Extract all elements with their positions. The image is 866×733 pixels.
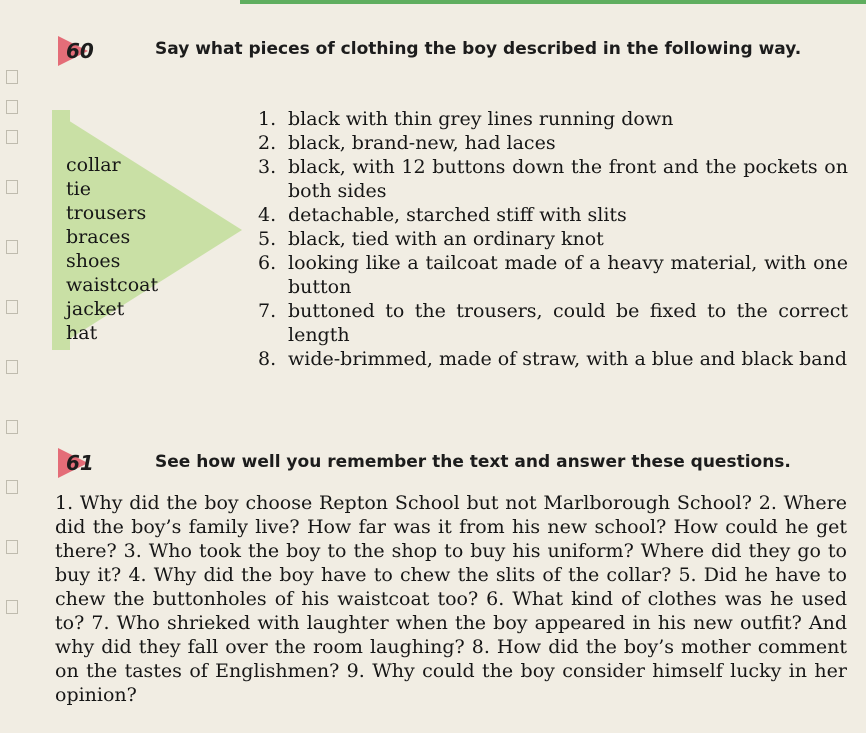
questions-paragraph: 1. Why did the boy choose Repton School but not Marlborough School? 2. Where did the boy’s family live? How far was it from his new school? How could he get there? 3. Who took the boy to the shop to buy his uniform? Where did they go to buy it? 4. Why did the boy have to chew the slits of the collar? 5. Did he have to chew the buttonholes of his waistcoat too? 6. What kind of clothes was he used to? 7. Who shrieked with laughter when the boy appeared in his new outfit? And why did they fall over the room laughing? 8. How did the boy’s mother comment on the tastes of Englishmen? 9. Why could the boy consider himself lucky in her opinion? — [55, 492, 847, 706]
item-text: buttoned to the trousers, could be fixed to the correct length — [288, 300, 848, 346]
clothing-word: trousers — [66, 202, 147, 224]
item-text: black with thin grey lines running down — [288, 108, 674, 130]
description-list — [258, 107, 848, 371]
item-number: 6. — [258, 252, 277, 274]
list-item — [258, 251, 848, 299]
clothing-word: braces — [66, 226, 131, 248]
item-text: black, with 12 buttons down the front and the pockets on both sides — [288, 156, 848, 202]
item-number: 4. — [258, 204, 277, 226]
list-item — [258, 203, 848, 227]
margin-marks — [0, 60, 26, 640]
list-item — [258, 107, 848, 131]
clothing-word: jacket — [66, 298, 125, 320]
exercise-61-instruction: See how well you remember the text and answer these questions. — [155, 452, 791, 472]
item-text: black, tied with an ordinary knot — [288, 228, 604, 250]
item-number: 5. — [258, 228, 277, 250]
list-item — [258, 299, 848, 347]
exercise-60-instruction: Say what pieces of clothing the boy described in the following way. — [155, 39, 802, 59]
item-text: wide-brimmed, made of straw, with a blue and black band — [288, 348, 847, 370]
clothing-word: tie — [66, 178, 91, 200]
exercise-number-badge: 60 — [62, 36, 104, 66]
list-item — [258, 227, 848, 251]
item-number: 1. — [258, 108, 277, 130]
exercise-number-badge: 61 — [62, 448, 104, 478]
item-number: 8. — [258, 348, 277, 370]
item-text: detachable, starched stiff with slits — [288, 204, 627, 226]
item-text: black, brand-new, had laces — [288, 132, 556, 154]
list-item — [258, 155, 848, 203]
list-item — [258, 347, 848, 371]
list-item — [258, 131, 848, 155]
item-text: looking like a tailcoat made of a heavy material, with one button — [288, 252, 848, 298]
clothing-word: hat — [66, 322, 98, 344]
clothing-word: collar — [66, 154, 121, 176]
clothing-word: shoes — [66, 250, 121, 272]
clothing-word: waistcoat — [66, 274, 159, 296]
clothing-word-list — [66, 153, 158, 345]
item-number: 3. — [258, 156, 277, 178]
top-color-bar — [240, 0, 866, 4]
item-number: 2. — [258, 132, 277, 154]
item-number: 7. — [258, 300, 277, 322]
